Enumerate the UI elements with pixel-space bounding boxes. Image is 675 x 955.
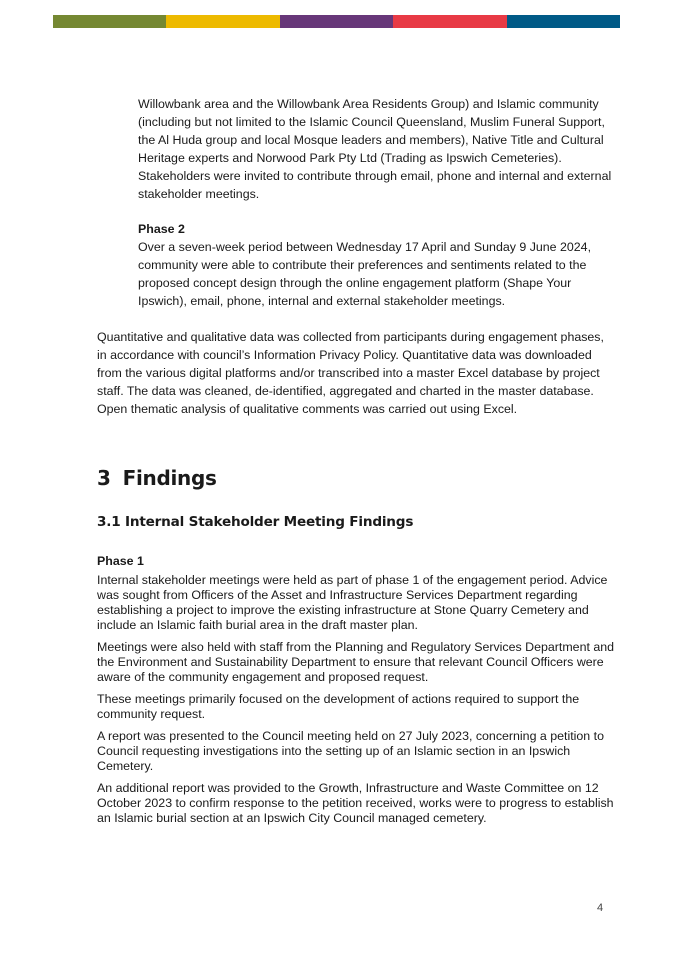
findings-paragraph-3: These meetings primarily focused on the development of actions required to support the community request. (97, 692, 580, 721)
section-heading (97, 466, 617, 490)
stakeholders-paragraph: Willowbank area and the Willowbank Area Residents Group) and Islamic community (including but not limited to the Islamic Council Queensland, Muslim Funeral Support, the Al Huda group and local Mosque leaders and members), Native Title and Cultural Heritage experts and Norwood Park Pty Ltd (Trading as Ipswich Cemeteries). Stakeholders were invited to contribute through email, phone and internal and external stakeholder meetings. (138, 97, 612, 201)
findings-paragraph-2: Meetings were also held with staff from the Planning and Regulatory Services Department and the Environment and Sustainability Department to ensure that relevant Council Officers were aware of the community engagement and proposed request. (97, 640, 615, 684)
header-color-bar (53, 15, 620, 28)
phase2-heading: Phase 2 (138, 222, 185, 236)
data-collection-paragraph: Quantitative and qualitative data was collected from participants during engagement phases, in accordance with council’s Information Privacy Policy. Quantitative data was downloaded from the various digital platforms and/or transcribed into a master Excel database by project staff. The data was cleaned, de-identified, aggregated and charted in the master database. Open thematic analysis of qualitative comments was carried out using Excel. (97, 330, 604, 416)
subsection-heading (97, 514, 617, 530)
phase1-block (97, 552, 622, 826)
page-number: 4 (597, 902, 604, 914)
section-title-text: Findings (122, 466, 217, 490)
color-bar-segment-olive (53, 15, 166, 28)
subsection-title: 3.1 Internal Stakeholder Meeting Findings (97, 514, 414, 530)
color-bar-segment-red (393, 15, 506, 28)
phase2-block (138, 220, 613, 310)
section-title (97, 466, 617, 490)
color-bar-segment-blue (507, 15, 620, 28)
section-number: 3 (97, 466, 111, 490)
findings-paragraph-1: Internal stakeholder meetings were held as part of phase 1 of the engagement period. Advice was sought from Officers of the Asset and Infrastructure Services Department regarding establishing a project to improve the existing infrastructure at Stone Quarry Cemetery and include an Islamic faith burial area in the draft master plan. (97, 573, 608, 632)
phase1-heading: Phase 1 (97, 554, 144, 568)
findings-paragraph-5: An additional report was provided to the Growth, Infrastructure and Waste Committee on 12 October 2023 to confirm response to the petition received, works were to progress to establish an Islamic burial section at an Ipswich City Council managed cemetery. (97, 781, 614, 825)
findings-paragraph-4: A report was presented to the Council meeting held on 27 July 2023, concerning a petition to Council requesting investigations into the setting up of an Islamic section in an Ipswich Cemetery. (97, 729, 604, 773)
color-bar-segment-purple (280, 15, 393, 28)
data-collection-block (97, 328, 617, 418)
stakeholders-paragraph-block (138, 95, 613, 203)
phase2-text: Over a seven-week period between Wednesday 17 April and Sunday 9 June 2024, community were able to contribute their preferences and sentiments related to the proposed concept design through the online engagement platform (Shape Your Ipswich), email, phone, internal and external stakeholder meetings. (138, 240, 592, 308)
color-bar-segment-yellow (166, 15, 279, 28)
